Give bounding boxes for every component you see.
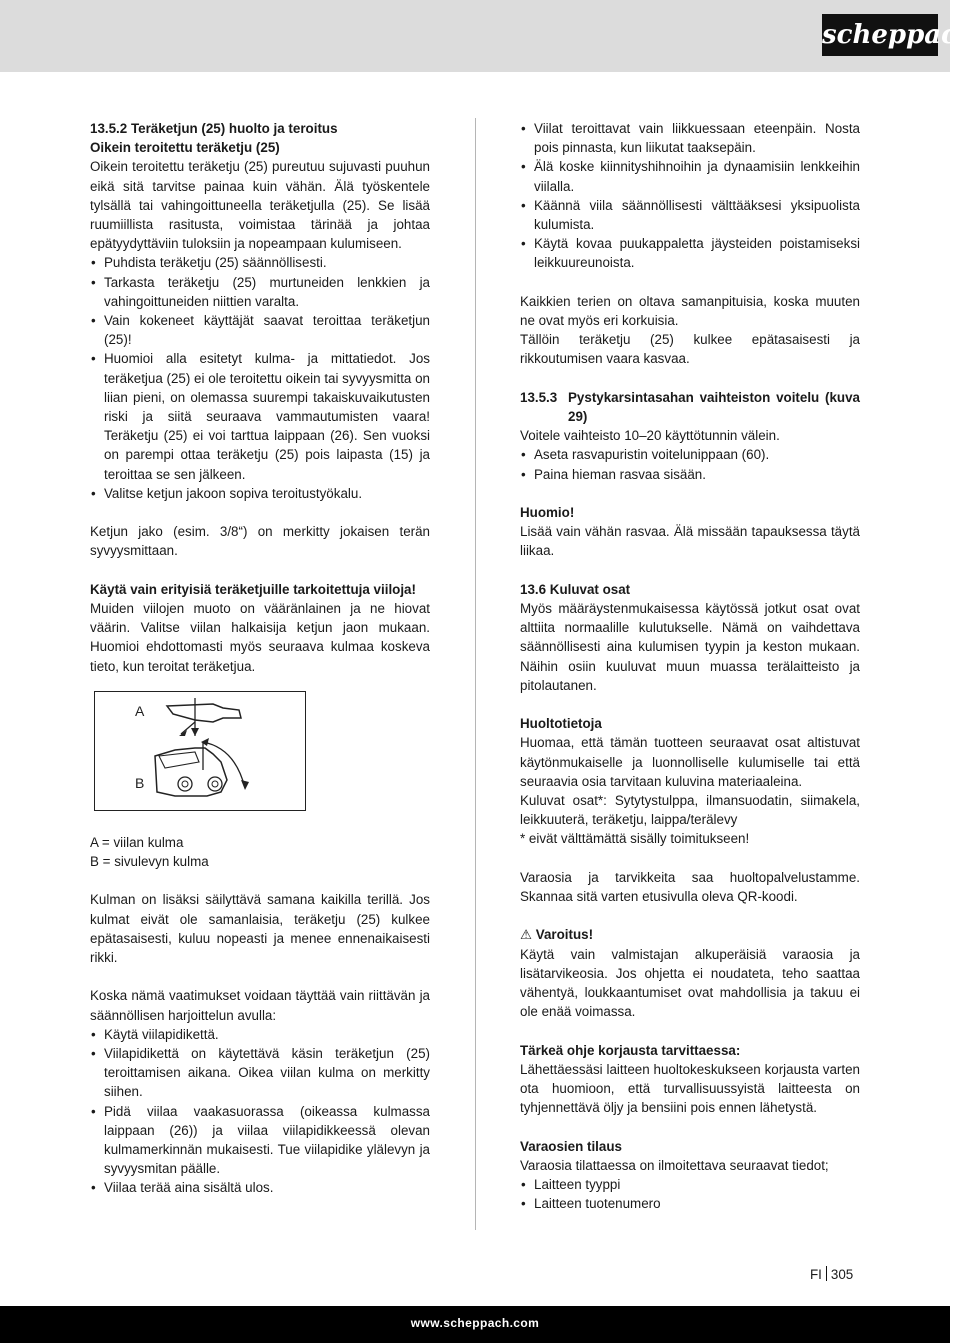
subheading-sharpened-chain: Oikein teroitettu teräketju (25) (90, 140, 280, 156)
paragraph: Ketjun jako (esim. 3/8“) on merkitty jokaisen terän syvyysmittaan. (90, 524, 430, 559)
list-item: • Käytä viilapidikettä. (90, 1025, 430, 1044)
service-heading: Huoltotietoja (520, 716, 602, 732)
list-item: • Puhdista teräketju (25) säännöllisesti. (90, 253, 430, 272)
left-column (90, 119, 430, 1198)
list-item: • Viilapidikettä on käytettävä käsin teräketjun (25) teroittamisen aikana. Oikea viilan kulma on merkitty siihen. (90, 1044, 430, 1102)
brand-logo: scheppach (822, 14, 938, 56)
list-item: • Huomioi alla esitetyt kulma- ja mittatiedot. Jos teräketjua (25) ei ole teroitettu oikein tai syvyysmitta on liian pieni, on olemassa suurempi takaiskuvaikutusten riski ja siitä seuraava vammautumisten vaara! Teräketju (25) ei voi tarttua laippaan (26). Sen vuoksi on parempi ottaa teräketju (25) pois laipasta (15) ja teroittaa se sen jälkeen. (90, 349, 430, 483)
right-column (520, 119, 860, 1213)
figure-label-b: B (135, 774, 145, 791)
bullet-list (520, 445, 860, 483)
paragraph: Huomaa, että tämän tuotteen seuraavat osat altistuvat käytönmukaiselle ja luonnolliselle kulumiselle tai että seuraavia osia tarvitaan kuluvina materiaaleina. (520, 735, 860, 789)
warning-heading (520, 925, 860, 944)
paragraph: Kulman on lisäksi säilyttävä samana kaikilla terillä. Jos kulmat eivät ole samanlaisia, teräketju (25) kulkee epätasaisesti, kuluu nopeasti ja menee ennenaikaisesti rikki. (90, 892, 430, 966)
warning-heading-text: Varoitus! (535, 927, 594, 943)
page-number-value: 305 (830, 1267, 854, 1282)
list-item: • Aseta rasvapuristin voitelunippaan (60). (520, 445, 860, 464)
section-title: Pystykarsintasahan vaihteiston voitelu (kuva 29) (568, 389, 860, 425)
paragraph: Varaosia tilattaessa on ilmoitettava seuraavat tiedot; (520, 1157, 829, 1173)
paragraph: Lähettäessäsi laitteen huoltokeskukseen korjausta varten ota huomioon, että turvallisuussyistä laitteesta on tyhjennettävä öljy ja bensiini pois ennen lähetystä. (520, 1061, 860, 1116)
legend-b: B = sivulevyn kulma (90, 854, 209, 870)
list-item: • Vain kokeneet käyttäjät saavat teroittaa teräketjun (25)! (90, 311, 430, 349)
paragraph: Muiden viilojen muoto on vääränlainen ja ne hiovat väärin. Valitse viilan halkaisija ketjun jaon mukaan. Huomioi ehdottomasti myös seuraava kulmaa koskeva tieto, kun teroitat teräketjua. (90, 601, 430, 674)
list-item: • Tarkasta teräketju (25) murtuneiden lenkkien ja vahingoittuneiden niittien varalta. (90, 273, 430, 311)
figure-label-a: A (135, 702, 145, 719)
paragraph: Voitele vaihteisto 10–20 käyttötunnin välein. (520, 428, 780, 444)
section-heading-13-5-3 (520, 388, 860, 426)
legend-a: A = viilan kulma (90, 834, 184, 850)
bullet-list (90, 253, 430, 503)
angle-figure (94, 691, 306, 811)
repair-heading: Tärkeä ohje korjausta tarvittaessa: (520, 1042, 741, 1058)
paragraph: Varaosia ja tarvikkeita saa huoltopalvelustamme. Skannaa sitä varten etusivulla oleva QR-koodi. (520, 869, 860, 905)
order-heading: Varaosien tilaus (520, 1138, 622, 1154)
heading-use-special-files: Käytä vain erityisiä teräketjuille tarkoitettuja viiloja! (90, 581, 416, 597)
bullet-list (90, 1025, 430, 1198)
list-item: • Käännä viila säännöllisesti välttääksesi yksipuolista kulumista. (520, 196, 860, 234)
list-item: • Valitse ketjun jakoon sopiva teroitustyökalu. (90, 484, 430, 503)
paragraph: Lisää vain vähän rasvaa. Älä missään tapauksessa täytä liikaa. (520, 524, 860, 559)
paragraph: Myös määräystenmukaisessa käytössä jotkut osat ovat alttiita normaalille kulutukselle. Nämä on vaihdettava säännöllisesti aina kulumisen tyypin ja keston mukaan. Näihin osiin kuuluvat muun muassa terälaitteisto ja pitolautanen. (520, 601, 860, 693)
page-language: FI (810, 1267, 822, 1282)
note-heading: Huomio! (520, 505, 575, 521)
page-number (810, 1266, 853, 1282)
section-heading-13-5-2: 13.5.2 Teräketjun (25) huolto ja teroitus (90, 121, 338, 136)
paragraph: Käytä vain valmistajan alkuperäisiä varaosia ja lisätarvikeosia. Jos ohjetta ei noudateta, teho saattaa vähentyä, loukkaantumiset ovat mahdollisia ja takuu ei ole enää voimassa. (520, 946, 860, 1020)
list-item: • Paina hieman rasvaa sisään. (520, 465, 860, 484)
section-heading-13-6: 13.6 Kuluvat osat (520, 581, 631, 597)
list-item: • Pidä viilaa vaakasuorassa (oikeassa kulmassa laippaan (26)) ja viilaa viilapidikkeessä olevan kulmamerkinnän mukaisesti. Tue viilapidike ylälevyn ja syvyysmitan päälle. (90, 1102, 430, 1179)
bullet-list (520, 1175, 860, 1213)
paragraph: Kaikkien terien on oltava samanpituisia, koska muuten ne ovat myös eri korkuisia. (520, 293, 860, 329)
footer-url: www.scheppach.com (410, 1316, 540, 1330)
list-item: • Käytä kovaa puukappaletta jäysteiden poistamiseksi leikkuureunoista. (520, 234, 860, 272)
list-item: • Älä koske kiinnityshihnoihin ja dynaamisiin lenkkeihin viilalla. (520, 157, 860, 195)
paragraph: Kuluvat osat*: Sytytystulppa, ilmansuodatin, siimakela, leikkuuterä, teräketju, laippa/terälevy (520, 793, 860, 828)
paragraph: * eivät välttämättä sisälly toimitukseen! (520, 831, 750, 847)
bullet-list (520, 119, 860, 273)
column-divider (475, 118, 476, 1230)
list-item: • Laitteen tuotenumero (520, 1194, 860, 1213)
paragraph: Oikein teroitettu teräketju (25) pureutuu sujuvasti puuhun eikä sitä tarvitse painaa kuin vähän. Älä työskentele tylsällä tai vahingoittuneella teräketjulla (25). Se lisää ruumiillista rasitusta, voimistaa tärinää ja johtaa epätyydyttäviin tuloksiin ja nopeampaan kulumiseen. (90, 159, 430, 252)
page-number-separator (826, 1266, 827, 1281)
page-header (0, 0, 976, 72)
warning-icon: ⚠ (520, 927, 533, 943)
list-item: • Viilaa terää aina sisältä ulos. (90, 1178, 430, 1197)
paragraph: Koska nämä vaatimukset voidaan täyttää vain riittävän ja säännöllisen harjoittelun avulla: (90, 988, 430, 1023)
page-footer (0, 1306, 950, 1343)
section-number: 13.5.3 (520, 389, 558, 405)
chain-angle-drawing (95, 692, 305, 810)
paragraph: Tällöin teräketju (25) kulkee epätasaisesti ja rikkoutumisen vaara kasvaa. (520, 332, 860, 367)
list-item: • Laitteen tyyppi (520, 1175, 860, 1194)
list-item: • Viilat teroittavat vain liikkuessaan eteenpäin. Nosta pois pinnasta, kun liikutat taaksepäin. (520, 119, 860, 157)
